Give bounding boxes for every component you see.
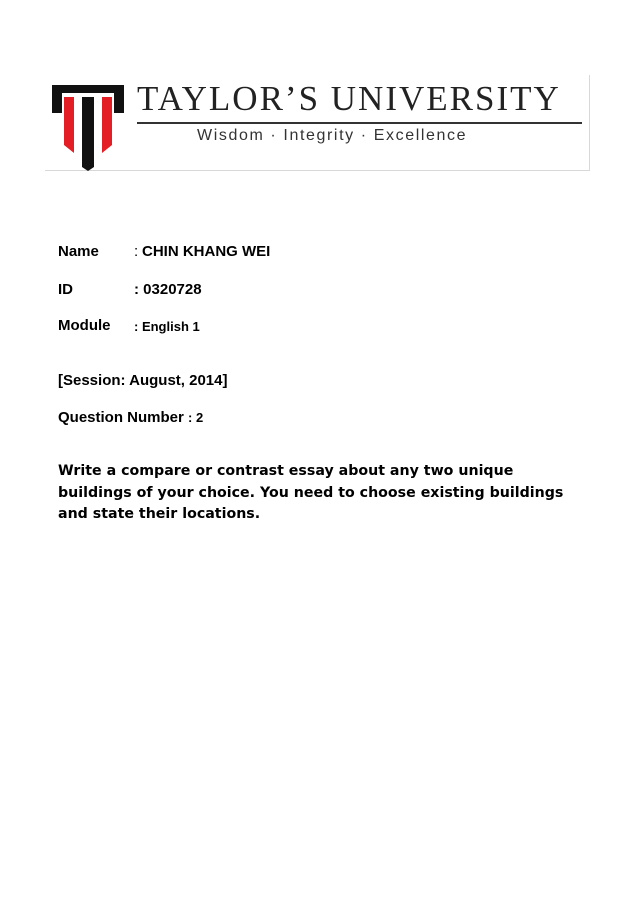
question-number-value: : 2 (188, 410, 204, 425)
name-label: Name (58, 243, 99, 260)
question-text: Write a compare or contrast essay about any two unique buildings of your choice. You need to choose existing buildings and state their locations. (58, 463, 564, 522)
header-divider (137, 122, 582, 124)
university-header (45, 75, 590, 171)
name-value: CHIN KHANG WEI (142, 243, 271, 260)
module-value: : English 1 (134, 319, 200, 334)
taylors-crest-icon (52, 85, 124, 171)
university-name: TAYLOR’S UNIVERSITY (137, 79, 561, 118)
module-label: Module (58, 317, 111, 334)
id-value: : 0320728 (134, 281, 202, 298)
id-label: ID (58, 281, 73, 298)
name-separator: : (134, 243, 139, 260)
university-motto: Wisdom · Integrity · Excellence (197, 127, 468, 144)
question-number-label: Question Number (58, 409, 184, 426)
session-text: [Session: August, 2014] (58, 372, 228, 389)
